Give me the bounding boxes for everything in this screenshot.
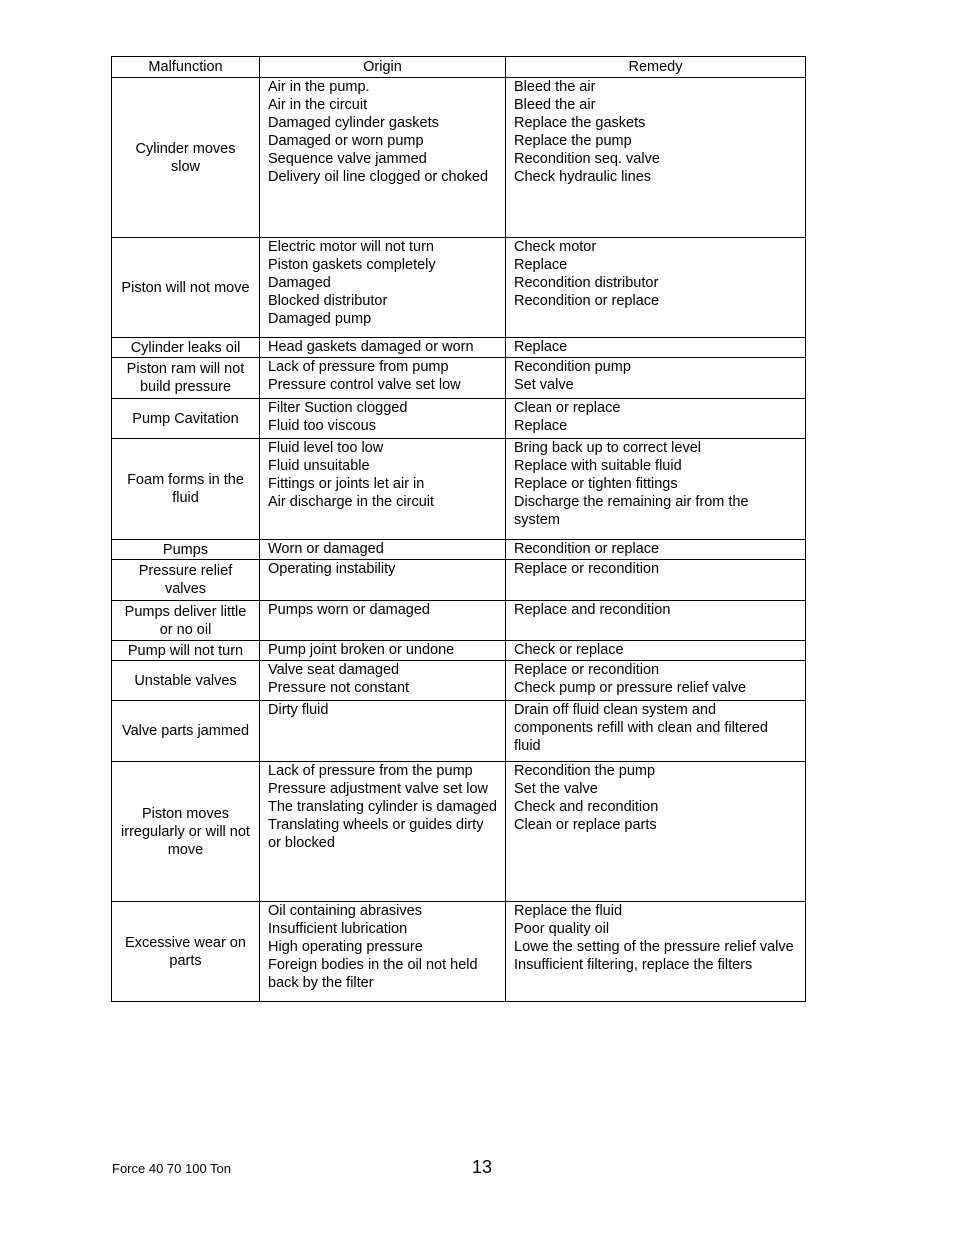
table-row xyxy=(112,762,806,902)
origin-line: Damaged or worn pump xyxy=(268,133,424,149)
table-row xyxy=(112,560,806,601)
origin-line: Pressure control valve set low xyxy=(268,377,461,393)
remedy-line: Recondition or replace xyxy=(514,293,660,309)
remedy-line: Check and recondition xyxy=(514,799,659,815)
table-header-row xyxy=(112,57,806,78)
origin-cell xyxy=(260,902,506,1002)
malfunction-cell: Piston ram will not build pressure xyxy=(112,358,260,399)
origin-line: Pressure adjustment valve set low xyxy=(268,781,489,797)
remedy-line: Bleed the air xyxy=(514,97,596,113)
remedy-line: Replace and recondition xyxy=(514,602,671,618)
origin-line: Operating instability xyxy=(268,561,396,577)
origin-line: Translating wheels or guides dirty or blocked xyxy=(268,817,484,851)
malfunction-cell: Pumps deliver little or no oil xyxy=(112,601,260,641)
malfunction-cell: Cylinder leaks oil xyxy=(112,338,260,358)
origin-line: Oil containing abrasives xyxy=(268,903,422,919)
troubleshooting-table xyxy=(111,56,806,1002)
table-body xyxy=(112,78,806,1002)
remedy-line: Replace xyxy=(514,257,568,273)
origin-line: Head gaskets damaged or worn xyxy=(268,339,474,355)
origin-line: Damaged pump xyxy=(268,311,372,327)
page-number: 13 xyxy=(472,1157,493,1177)
remedy-line: Check pump or pressure relief valve xyxy=(514,680,747,696)
malfunction-cell: Pump will not turn xyxy=(112,641,260,661)
remedy-line: Replace the pump xyxy=(514,133,632,149)
header-remedy: Remedy xyxy=(506,57,806,78)
table-row xyxy=(112,641,806,661)
origin-line: Delivery oil line clogged or choked xyxy=(268,169,489,185)
origin-cell xyxy=(260,439,506,540)
origin-line: Fluid too viscous xyxy=(268,418,376,434)
table-row xyxy=(112,439,806,540)
remedy-cell xyxy=(506,338,806,358)
origin-cell xyxy=(260,399,506,439)
origin-line: Electric motor will not turn xyxy=(268,239,434,255)
origin-line: Fittings or joints let air in xyxy=(268,476,425,492)
origin-line: Sequence valve jammed xyxy=(268,151,427,167)
table-row xyxy=(112,78,806,238)
origin-cell xyxy=(260,701,506,762)
malfunction-cell: Piston moves irregularly or will not move xyxy=(112,762,260,902)
table-row xyxy=(112,701,806,762)
remedy-line: Replace xyxy=(514,339,568,355)
origin-line: Pump joint broken or undone xyxy=(268,642,455,658)
header-origin: Origin xyxy=(260,57,506,78)
origin-cell xyxy=(260,641,506,661)
origin-cell xyxy=(260,78,506,238)
origin-line: Damaged cylinder gaskets xyxy=(268,115,439,131)
remedy-line: Recondition or replace xyxy=(514,541,660,557)
origin-line: Pumps worn or damaged xyxy=(268,602,430,618)
origin-line: Lack of pressure from the pump xyxy=(268,763,473,779)
remedy-line: Replace or recondition xyxy=(514,662,660,678)
remedy-cell xyxy=(506,641,806,661)
remedy-cell xyxy=(506,701,806,762)
remedy-line: Check or replace xyxy=(514,642,624,658)
remedy-line: Replace xyxy=(514,418,568,434)
remedy-cell xyxy=(506,661,806,701)
origin-cell xyxy=(260,762,506,902)
remedy-line: Recondition distributor xyxy=(514,275,659,291)
remedy-line: Replace the gaskets xyxy=(514,115,646,131)
remedy-line: Recondition pump xyxy=(514,359,631,375)
remedy-cell xyxy=(506,762,806,902)
origin-line: Lack of pressure from pump xyxy=(268,359,449,375)
remedy-line: Replace the fluid xyxy=(514,903,623,919)
header-malfunction: Malfunction xyxy=(112,57,260,78)
remedy-line: Bleed the air xyxy=(514,79,596,95)
origin-cell xyxy=(260,540,506,560)
origin-line: The translating cylinder is damaged xyxy=(268,799,497,815)
remedy-cell xyxy=(506,399,806,439)
malfunction-cell: Excessive wear on parts xyxy=(112,902,260,1002)
remedy-line: Check motor xyxy=(514,239,597,255)
origin-line: Air discharge in the circuit xyxy=(268,494,435,510)
origin-line: Foreign bodies in the oil not held back by the filter xyxy=(268,957,478,991)
remedy-cell xyxy=(506,540,806,560)
origin-line: Blocked distributor xyxy=(268,293,388,309)
remedy-cell xyxy=(506,238,806,338)
remedy-line: Recondition seq. valve xyxy=(514,151,660,167)
malfunction-cell: Piston will not move xyxy=(112,238,260,338)
origin-line: Insufficient lubrication xyxy=(268,921,408,937)
remedy-line: Discharge the remaining air from the system xyxy=(514,494,749,528)
remedy-line: Bring back up to correct level xyxy=(514,440,701,456)
table-row xyxy=(112,338,806,358)
remedy-cell xyxy=(506,78,806,238)
table-row xyxy=(112,358,806,399)
table-row xyxy=(112,540,806,560)
origin-cell xyxy=(260,560,506,601)
remedy-line: Check hydraulic lines xyxy=(514,169,652,185)
origin-cell xyxy=(260,338,506,358)
table-row xyxy=(112,601,806,641)
malfunction-cell: Foam forms in the fluid xyxy=(112,439,260,540)
malfunction-cell: Valve parts jammed xyxy=(112,701,260,762)
origin-line: Filter Suction clogged xyxy=(268,400,408,416)
remedy-cell xyxy=(506,439,806,540)
origin-line: Fluid level too low xyxy=(268,440,384,456)
table-row xyxy=(112,238,806,338)
remedy-line: Drain off fluid clean system and components refill with clean and filtered fluid xyxy=(514,702,768,754)
remedy-cell xyxy=(506,601,806,641)
remedy-cell xyxy=(506,560,806,601)
origin-cell xyxy=(260,238,506,338)
origin-cell xyxy=(260,601,506,641)
table-row xyxy=(112,661,806,701)
remedy-line: Insufficient filtering, replace the filters xyxy=(514,957,753,973)
origin-line: Air in the pump. xyxy=(268,79,370,95)
origin-line: Piston gaskets completely Damaged xyxy=(268,257,436,291)
origin-line: Dirty fluid xyxy=(268,702,329,718)
origin-line: Valve seat damaged xyxy=(268,662,400,678)
origin-line: Pressure not constant xyxy=(268,680,410,696)
malfunction-cell: Pump Cavitation xyxy=(112,399,260,439)
table-row xyxy=(112,902,806,1002)
remedy-line: Recondition the pump xyxy=(514,763,656,779)
origin-line: Air in the circuit xyxy=(268,97,368,113)
origin-line: Fluid unsuitable xyxy=(268,458,370,474)
remedy-line: Set the valve xyxy=(514,781,598,797)
origin-line: Worn or damaged xyxy=(268,541,384,557)
origin-cell xyxy=(260,661,506,701)
malfunction-cell: Cylinder moves slow xyxy=(112,78,260,238)
footer-doc-title: Force 40 70 100 Ton xyxy=(112,1161,232,1176)
origin-line: High operating pressure xyxy=(268,939,423,955)
malfunction-cell: Pumps xyxy=(112,540,260,560)
remedy-line: Lowe the setting of the pressure relief valve xyxy=(514,939,794,955)
table-row xyxy=(112,399,806,439)
remedy-line: Clean or replace xyxy=(514,400,621,416)
remedy-line: Replace with suitable fluid xyxy=(514,458,682,474)
remedy-line: Replace or tighten fittings xyxy=(514,476,678,492)
remedy-cell xyxy=(506,902,806,1002)
remedy-line: Clean or replace parts xyxy=(514,817,657,833)
malfunction-cell: Pressure relief valves xyxy=(112,560,260,601)
malfunction-cell: Unstable valves xyxy=(112,661,260,701)
remedy-line: Replace or recondition xyxy=(514,561,660,577)
remedy-cell xyxy=(506,358,806,399)
remedy-line: Set valve xyxy=(514,377,574,393)
origin-cell xyxy=(260,358,506,399)
remedy-line: Poor quality oil xyxy=(514,921,610,937)
